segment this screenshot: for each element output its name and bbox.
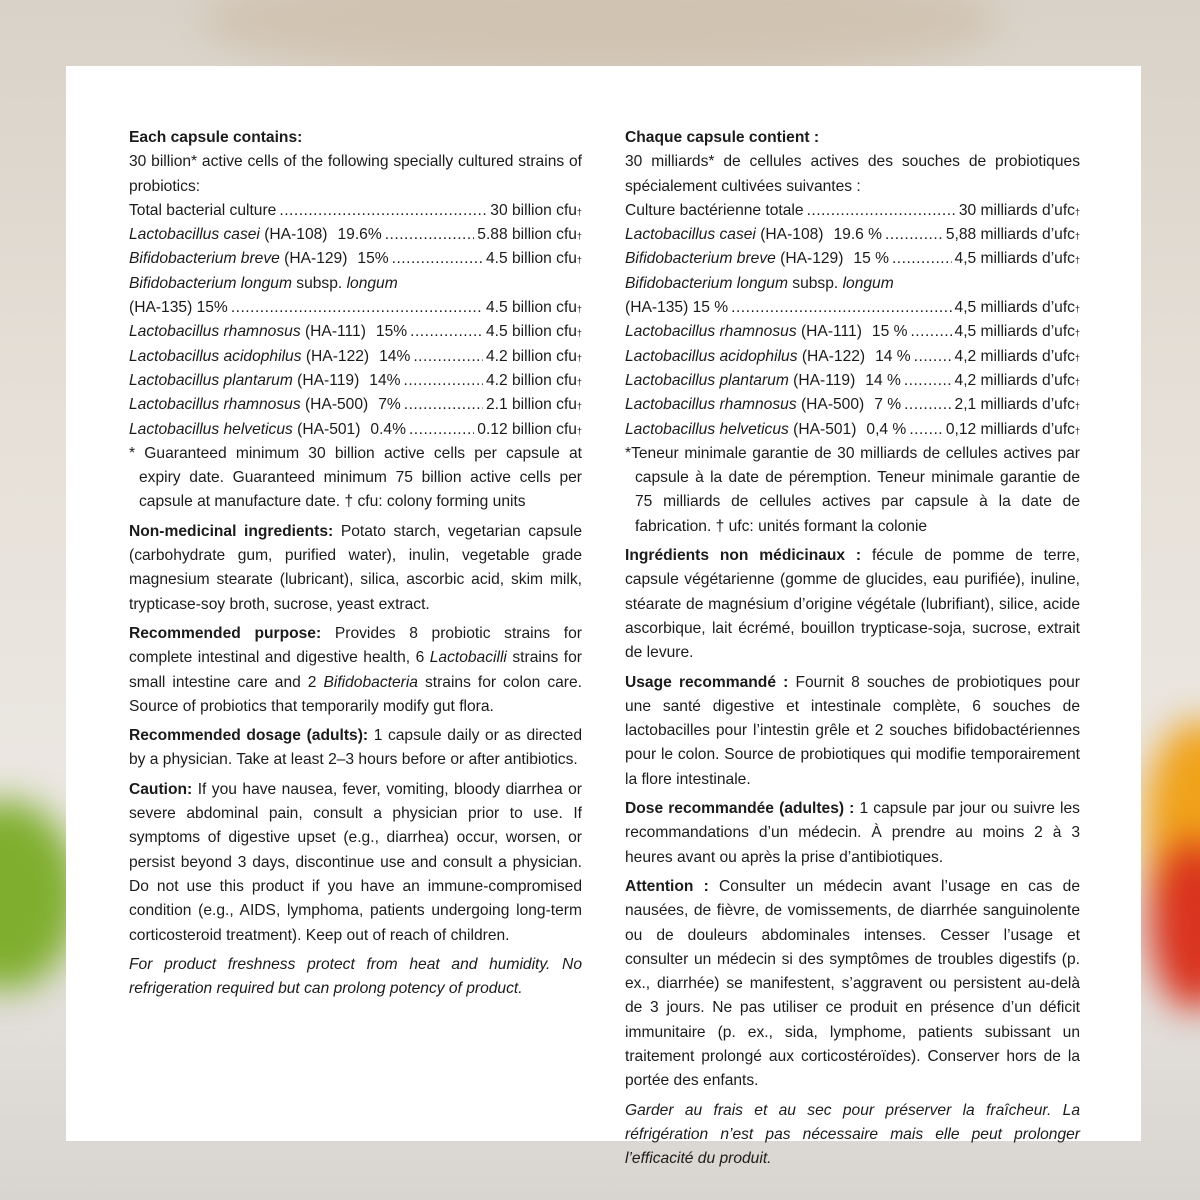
strain-name: (HA-135) 15%	[129, 299, 228, 317]
strain-name: Lactobacillus plantarum (HA-119)	[625, 371, 856, 389]
leader-dots	[392, 247, 483, 271]
strain-row: (HA-135) 15% ..... 4.5 billion cfu †	[129, 296, 582, 320]
strain-value: 4.5 billion cfu	[485, 250, 577, 268]
strain-value: 2.1 billion cfu	[485, 396, 577, 414]
strain-name: Lactobacillus casei (HA-108)	[129, 226, 328, 244]
strain-name: Lactobacillus helveticus (HA-501)	[129, 420, 361, 438]
strain-percent: 14 %	[865, 371, 901, 389]
strain-value: 4.5 billion cfu	[485, 299, 577, 317]
caution-heading: Caution:	[129, 780, 193, 798]
strain-percent: 15%	[357, 250, 389, 268]
leader-dots	[403, 369, 482, 393]
strain-row: Bifidobacterium breve (HA-129) 15% ..... 4.5 billion cfu †	[129, 247, 582, 271]
strain-name: Lactobacillus rhamnosus (HA-111)	[129, 323, 366, 341]
caution-section	[625, 875, 1080, 1094]
leader-dots	[914, 345, 952, 369]
contains-heading: Chaque capsule contient :	[625, 129, 820, 146]
strain-row: Lactobacillus plantarum (HA-119) 14% ..... 4.2 billion cfu †	[129, 369, 582, 393]
dosage-heading: Recommended dosage (adults):	[129, 727, 369, 745]
strain-percent: 14%	[369, 371, 401, 389]
purpose-section	[625, 671, 1080, 792]
french-column	[625, 126, 1080, 1171]
purpose-heading: Usage recommandé :	[625, 673, 789, 691]
strain-percent: 14%	[379, 347, 411, 365]
leader-dots	[904, 393, 951, 417]
purpose-heading: Recommended purpose:	[129, 624, 322, 642]
strain-value: 0.12 billion cfu	[477, 420, 577, 438]
strain-percent: 7%	[378, 396, 401, 414]
nonmedicinal-text: Potato starch, vegetarian capsule (carbohydrate gum, purified water), inulin, vegetable grade magnesium stearate (lubricant), silica, ascorbic acid, skim milk, trypticase-soy broth, sucrose, yeast extract.	[129, 522, 582, 613]
footnote: *Teneur minimale garantie de 30 milliards de cellules actives par capsule à la date de péremption. Teneur minimale garantie de 75 milliards de cellules actives par capsule à la date de fabrication. † ufc: unités formant la colonie	[625, 444, 1080, 535]
strain-value: 4,5 milliards d’ufc	[954, 299, 1075, 317]
dosage-section	[129, 724, 582, 773]
strain-row: Lactobacillus rhamnosus (HA-500) 7 % ..... 2,1 milliards d’ufc †	[625, 393, 1080, 417]
strain-name: Bifidobacterium breve (HA-129)	[625, 250, 844, 268]
strain-percent: 19.6 %	[833, 226, 883, 244]
strain-list	[129, 199, 582, 442]
english-column	[129, 126, 582, 1001]
strain-row: Lactobacillus casei (HA-108) 19.6 % ..... 5,88 milliards d’ufc †	[625, 223, 1080, 247]
strain-row	[129, 272, 582, 296]
strain-value: 4.2 billion cfu	[485, 347, 577, 365]
leader-dots	[404, 393, 483, 417]
strain-name: Lactobacillus rhamnosus (HA-111)	[625, 323, 862, 341]
dosage-section	[625, 797, 1080, 870]
leader-dots	[279, 199, 487, 223]
strain-percent: 0,4 %	[866, 420, 907, 438]
label-panel	[66, 66, 1141, 1168]
nonmedicinal-heading: Non-medicinal ingredients:	[129, 522, 334, 540]
storage-text: For product freshness protect from heat and humidity. No refrigeration required but can prolong potency of product.	[129, 955, 582, 998]
strain-value: 0,12 milliards d’ufc	[945, 420, 1075, 438]
strain-value: 5,88 milliards d’ufc	[945, 226, 1075, 244]
footnote: * Guaranteed minimum 30 billion active cells per capsule at expiry date. Guaranteed minimum 75 billion active cells per capsule at manufacture date. † cfu: colony forming units	[129, 444, 582, 511]
strain-percent: 15 %	[871, 323, 908, 341]
strain-value: 4,5 milliards d’ufc	[954, 250, 1075, 268]
purpose-text: strains for small intestine care and 2	[129, 649, 582, 691]
contains-heading: Each capsule contains:	[129, 129, 303, 146]
strain-row: Lactobacillus helveticus (HA-501) 0,4 % ..... 0,12 milliards d’ufc †	[625, 418, 1080, 442]
purpose-text: strains for colon care. Source of probiotics that temporarily modify gut flora.	[129, 673, 582, 715]
leader-dots	[909, 418, 943, 442]
strain-row: Lactobacillus rhamnosus (HA-500) 7% ..... 2.1 billion cfu †	[129, 393, 582, 417]
strain-name: Lactobacillus acidophilus (HA-122)	[129, 347, 370, 365]
strain-name: Lactobacillus helveticus (HA-501)	[625, 420, 857, 438]
strain-value: 5.88 billion cfu	[477, 226, 577, 244]
nonmedicinal-section	[625, 544, 1080, 665]
leader-dots	[910, 320, 951, 344]
strain-value: 4,5 milliards d’ufc	[954, 323, 1075, 341]
nonmedicinal-heading: Ingrédients non médicinaux :	[625, 547, 862, 565]
strain-name: Lactobacillus plantarum (HA-119)	[129, 371, 360, 389]
strain-name: Culture bactérienne totale	[625, 201, 804, 219]
caution-text: If you have nausea, fever, vomiting, bloody diarrhea or severe abdominal pain, consult a physician prior to use. If symptoms of digestive upset (e.g., diarrhea) occur, worsen, or persist beyond 3 days, discontinue use and consult a physician. Do not use this product if you have an immune-compromised condition (e.g., AIDS, lymphoma, patients undergoing long-term corticosteroid treatment). Keep out of reach of children.	[129, 780, 582, 944]
strain-value: 30 milliards d’ufc	[958, 201, 1075, 219]
purpose-text: Provides 8 probiotic strains for complete intestinal and digestive health, 6	[129, 624, 582, 667]
strain-list	[625, 199, 1080, 442]
leader-dots	[885, 223, 943, 247]
strain-row: Total bacterial culture ..... 30 billion cfu †	[129, 199, 582, 223]
leader-dots	[413, 345, 483, 369]
leader-dots	[410, 320, 483, 344]
strain-name: Lactobacillus casei (HA-108)	[625, 226, 824, 244]
nonmedicinal-text: fécule de pomme de terre, capsule végétarienne (gomme de glucides, eau purifiée), inuline, stéarate de magnésium d’origine végétale (lubrifiant), silice, acide ascorbique, lait écrémé, bouillon trypticase-soja, sucrose, extrait de levure.	[625, 547, 1081, 662]
strain-row: Lactobacillus plantarum (HA-119) 14 % ..... 4,2 milliards d’ufc †	[625, 369, 1080, 393]
strain-row: Lactobacillus casei (HA-108) 19.6% ..... 5.88 billion cfu †	[129, 223, 582, 247]
storage-text: Garder au frais et au sec pour préserver la fraîcheur. La réfrigération n’est pas nécessaire mais elle peut prolonger l’efficacité du produit.	[625, 1101, 1080, 1168]
strain-name: Lactobacillus rhamnosus (HA-500)	[625, 396, 865, 414]
strain-row: (HA-135) 15 % ..... 4,5 milliards d’ufc †	[625, 296, 1080, 320]
caution-heading: Attention :	[625, 877, 709, 895]
purpose-italic-bifidobacteria: Bifidobacteria	[323, 673, 418, 691]
strain-name: Bifidobacterium longum subsp. longum	[625, 274, 894, 292]
strain-percent: 15%	[375, 323, 408, 341]
strain-percent: 14 %	[875, 347, 911, 365]
strain-percent: 7 %	[874, 396, 902, 414]
strain-name: Bifidobacterium breve (HA-129)	[129, 250, 348, 268]
strain-name: Total bacterial culture	[129, 201, 277, 219]
purpose-section	[129, 622, 582, 719]
dosage-heading: Dose recommandée (adultes) :	[625, 800, 855, 818]
strain-name: Lactobacillus rhamnosus (HA-500)	[129, 396, 369, 414]
strain-percent: 0.4%	[370, 420, 406, 438]
strain-name: Lactobacillus acidophilus (HA-122)	[625, 347, 866, 365]
strain-row: Lactobacillus rhamnosus (HA-111) 15 % ..... 4,5 milliards d’ufc †	[625, 320, 1080, 344]
strain-value: 4,2 milliards d’ufc	[954, 347, 1075, 365]
strain-row: Culture bactérienne totale ..... 30 milliards d’ufc †	[625, 199, 1080, 223]
strain-percent: 15 %	[853, 250, 889, 268]
strain-name: (HA-135) 15 %	[625, 299, 729, 317]
strain-row: Lactobacillus helveticus (HA-501) 0.4% ..... 0.12 billion cfu †	[129, 418, 582, 442]
strain-value: 4,2 milliards d’ufc	[954, 371, 1075, 389]
purpose-italic-lactobacilli: Lactobacilli	[429, 649, 507, 667]
leader-dots	[904, 369, 952, 393]
intro-text: 30 billion* active cells of the following specially cultured strains of probiotics:	[129, 153, 582, 195]
nonmedicinal-section	[129, 520, 582, 617]
leader-dots	[807, 199, 956, 223]
strain-row: Bifidobacterium breve (HA-129) 15 % ..... 4,5 milliards d’ufc †	[625, 247, 1080, 271]
caution-section	[129, 778, 582, 948]
leader-dots	[731, 296, 951, 320]
intro-text: 30 milliards* de cellules actives des souches de probiotiques spécialement cultivées suivantes :	[625, 153, 1080, 195]
strain-value: 4.5 billion cfu	[485, 323, 577, 341]
strain-name: Bifidobacterium longum subsp. longum	[129, 274, 398, 292]
dosage-text: 1 capsule daily or as directed by a physician. Take at least 2–3 hours before or after antibiotics.	[129, 727, 582, 769]
caution-text: Consulter un médecin avant l’usage en cas de nausées, de fièvre, de vomissements, de diarrhée sanguinolente ou de douleurs abdominales intenses. Cesser l’usage et consulter un médecin si des symptômes de troubles digestifs (p. ex., diarrhée) se manifestent, s’aggravent ou persistent au-delà de 3 jours. Ne pas utiliser ce produit en présence d’un déficit immunitaire (p. ex., sida, lymphome, patients subissant un traitement prolongé aux corticostéroïdes). Conserver hors de la portée des enfants.	[625, 877, 1080, 1090]
leader-dots	[231, 296, 483, 320]
dosage-text: 1 capsule par jour ou suivre les recommandations d’un médecin. À prendre au moins 2 à 3 heures avant ou après la prise d’antibiotiques.	[625, 800, 1080, 866]
strain-row: Lactobacillus acidophilus (HA-122) 14 % ..... 4,2 milliards d’ufc †	[625, 345, 1080, 369]
strain-value: 2,1 milliards d’ufc	[954, 396, 1075, 414]
leader-dots	[385, 223, 475, 247]
strain-value: 30 billion cfu	[490, 201, 577, 219]
strain-row	[625, 272, 1080, 296]
strain-percent: 19.6%	[337, 226, 382, 244]
purpose-text: Fournit 8 souches de probiotiques pour une santé digestive et intestinale complète, 6 souches de lactobacilles pour l’intestin grêle et 2 souches bifidobactériennes pour le colon. Source de probiotiques qui modifie temporairement la flore intestinale.	[625, 673, 1080, 788]
strain-row: Lactobacillus rhamnosus (HA-111) 15% ..... 4.5 billion cfu †	[129, 320, 582, 344]
leader-dots	[409, 418, 474, 442]
strain-row: Lactobacillus acidophilus (HA-122) 14% ..... 4.2 billion cfu †	[129, 345, 582, 369]
leader-dots	[892, 247, 952, 271]
strain-value: 4.2 billion cfu	[485, 371, 577, 389]
